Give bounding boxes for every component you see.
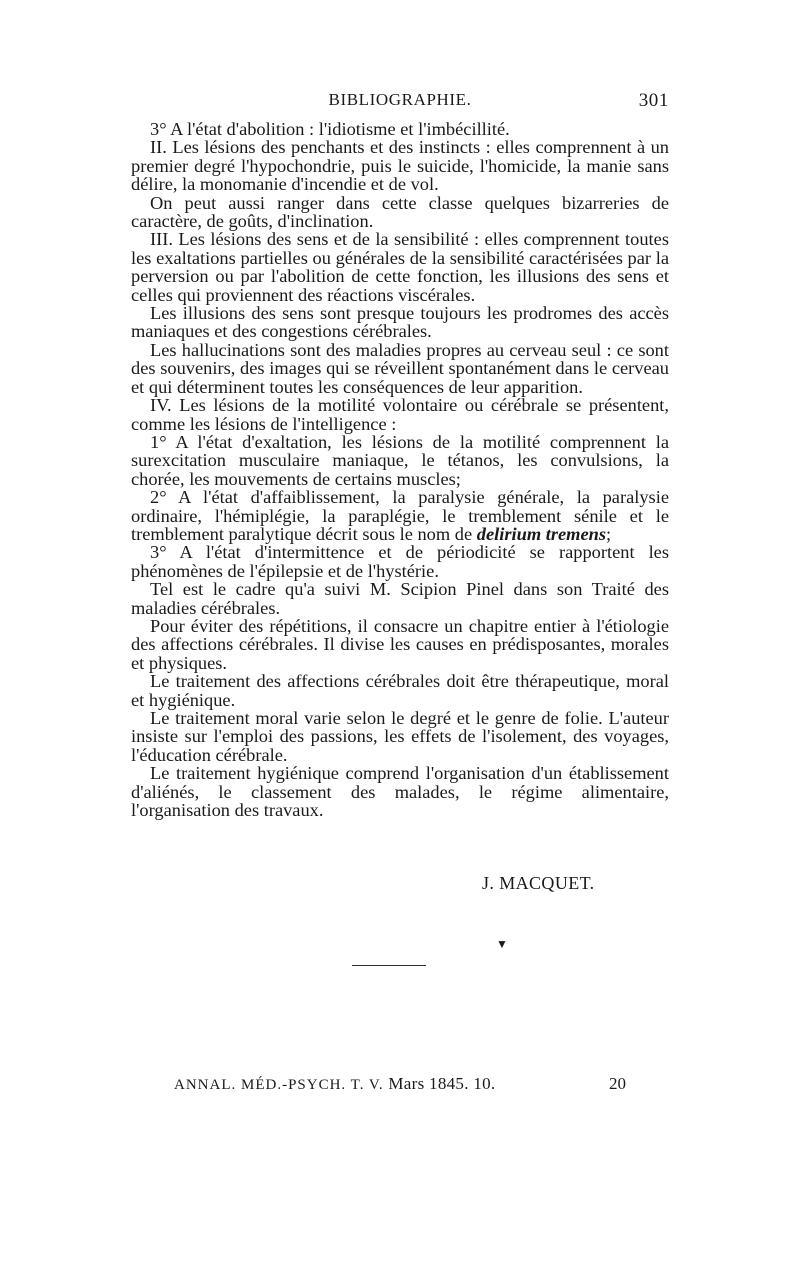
paragraph-illusions: Les illusions des sens sont presque toujours les prodromes des accès maniaques et des congestions cérébrales. — [131, 303, 669, 342]
paragraph-affaiblissement-text: 2° A l'état d'affaiblissement, la paralysie générale, la paralysie ordinaire, l'hémiplégie, la paraplégie, le tremblement sénile et le tremblement paralytique décrit sous le nom de — [131, 487, 669, 544]
section-divider — [352, 965, 426, 966]
paragraph-cadre: Tel est le cadre qu'a suivi M. Scipion Pinel dans son Traité des maladies cérébrales. — [131, 579, 669, 618]
page-footer — [174, 1074, 626, 1096]
article-body — [131, 120, 669, 819]
paragraph-traitement-hygienique: Le traitement hygiénique comprend l'organisation d'un établissement d'aliénés, le classement des malades, le régime alimentaire, l'organisation des travaux. — [131, 763, 669, 821]
author-signature: J. MACQUET. — [482, 873, 595, 893]
footer-journal-date: Mars 1845. 10. — [388, 1074, 496, 1093]
running-header — [131, 90, 669, 114]
paragraph-motilite: IV. Les lésions de la motilité volontaire ou cérébrale se présentent, comme les lésions de l'intelligence : — [131, 395, 669, 434]
paragraph-hallucinations: Les hallucinations sont des maladies propres au cerveau seul : ce sont des souvenirs, des images qui se réveillent spontanément dans le cerveau et qui déterminent toutes les conséquences de leur apparition. — [131, 339, 669, 397]
paragraph-affaiblissement — [131, 488, 669, 543]
printer-mark-icon: ▼ — [496, 937, 508, 951]
paragraph-exaltation: 1° A l'état d'exaltation, les lésions de la motilité comprennent la surexcitation musculaire maniaque, le tétanos, les convulsions, la chorée, les mouvements de certains muscles; — [131, 431, 669, 489]
paragraph-etiologie: Pour éviter des répétitions, il consacre un chapitre entier à l'étiologie des affections cérébrales. Il divise les causes en prédisposantes, morales et physiques. — [131, 615, 669, 673]
italic-term-suffix: ; — [606, 523, 612, 544]
paragraph-penchants: II. Les lésions des penchants et des instincts : elles comprennent à un premier degré l'hypochondrie, puis le suicide, l'homicide, la manie sans délire, la monomanie d'incendie et de vol. — [131, 137, 669, 195]
paragraph-traitement: Le traitement des affections cérébrales doit être thérapeutique, moral et hygiénique. — [131, 671, 669, 710]
footer-signature-number: 20 — [609, 1074, 626, 1093]
footer-journal-prefix: ANNAL. MÉD.-PSYCH. T. V. — [174, 1077, 384, 1093]
paragraph-traitement-moral: Le traitement moral varie selon le degré et le genre de folie. L'auteur insiste sur l'emploi des passions, les effets de l'isolement, des voyages, l'éducation cérébrale. — [131, 708, 669, 765]
paragraph-abolition: 3° A l'état d'abolition : l'idiotisme et l'imbécillité. — [150, 119, 510, 139]
running-title: BIBLIOGRAPHIE. — [328, 90, 472, 109]
paragraph-sensibilite: III. Les lésions des sens et de la sensibilité : elles comprennent toutes les exaltations partielles ou générales de la sensibilité caractérisées par la perversion ou par l'abolition de cette fonction, les illusions des sens et celles qui proviennent des réactions viscérales. — [131, 229, 669, 305]
paragraph-intermittence: 3° A l'état d'intermittence et de périodicité se rapportent les phénomènes de l'épilepsie et de l'hystérie. — [131, 542, 669, 581]
page-number: 301 — [638, 90, 669, 111]
paragraph-bizarreries: On peut aussi ranger dans cette classe quelques bizarreries de caractère, de goûts, d'inclination. — [131, 192, 669, 232]
italic-term: delirium tremens — [476, 523, 607, 544]
footer-journal — [174, 1074, 495, 1094]
